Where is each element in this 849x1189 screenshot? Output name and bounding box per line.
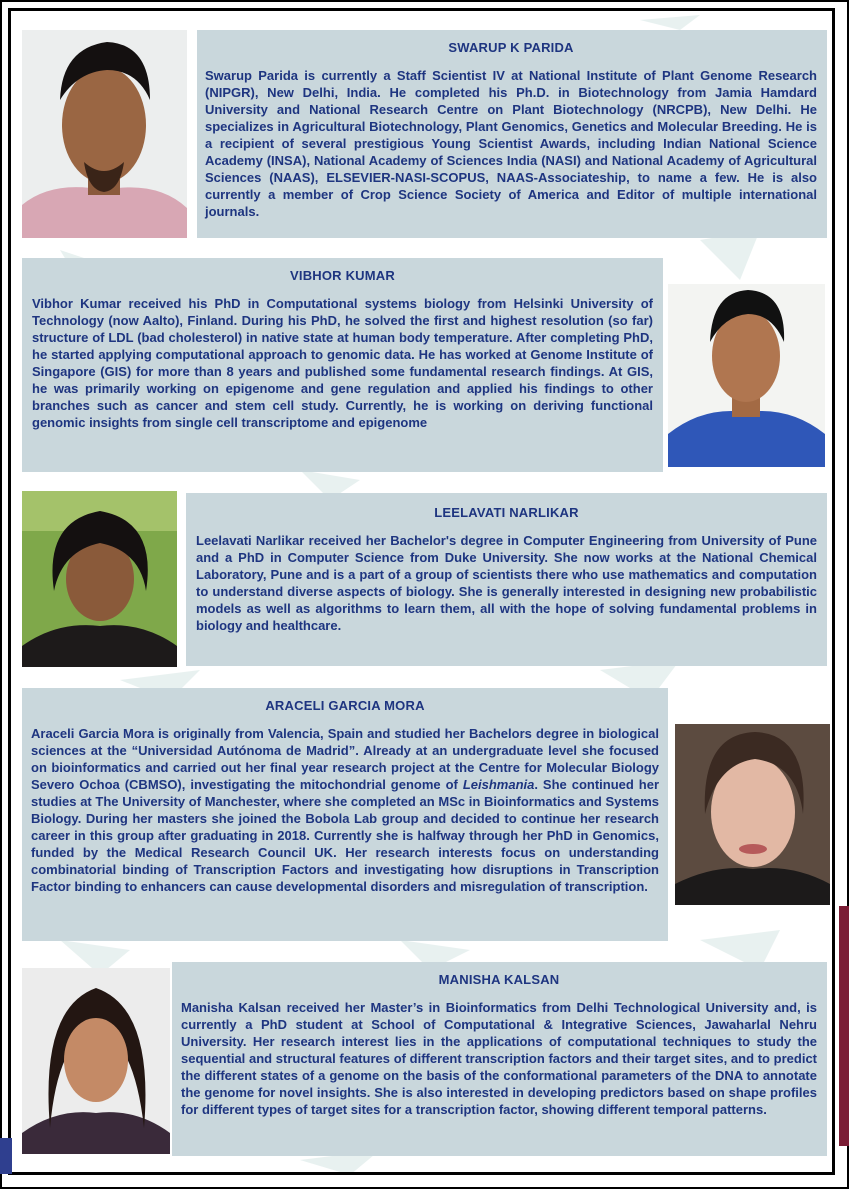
right-accent-bar	[839, 906, 849, 1146]
profile-card-vibhor-kumar	[22, 258, 663, 472]
profile-name: LEELAVATI NARLIKAR	[434, 505, 579, 520]
profile-card-leelavati-narlikar	[186, 493, 827, 666]
photo-swarup-parida	[22, 30, 187, 238]
photo-araceli-garcia-mora	[675, 724, 830, 905]
profile-bio: Manisha Kalsan received her Master’s in Bioinformatics from Delhi Technological University and, is currently a PhD student at School of Computational & Integrative Sciences, Jawaharlal Nehru University. Her research interest lies in the applications of computational techniques to study the sequential and structural features of different transcription factors and their target sites, and to predict the different states of a genome on the basis of the conformational parameters of the DNA to annotate the genome for novel insights. She is also interested in developing predictors based on shape profiles for different types of target sites for a transcription factor, showing different temporal patterns.	[181, 1000, 817, 1117]
bio-text-part1: Araceli Garcia Mora is originally from Valencia, Spain and studied her Bachelors degree in biological sciences at the “Universidad Autónoma de Madrid”. Already at an undergraduate level she focused on bioinformatics and carried out her final year research project at the Centre for Molecular Biology Severo Ochoa (CBMSO), investigating the mitochondrial genome of	[31, 726, 659, 792]
photo-manisha-kalsan	[22, 968, 170, 1154]
left-accent-bar	[0, 1138, 12, 1174]
profile-name: SWARUP K PARIDA	[448, 40, 574, 55]
profile-card-swarup-parida	[197, 30, 827, 238]
photo-vibhor-kumar	[668, 284, 825, 467]
bio-species-italic: Leishmania	[462, 777, 535, 792]
profile-card-manisha-kalsan	[172, 962, 827, 1156]
profile-bio	[31, 725, 659, 895]
profile-name: VIBHOR KUMAR	[290, 268, 395, 283]
profile-name: ARACELI GARCIA MORA	[265, 698, 425, 713]
profile-bio: Leelavati Narlikar received her Bachelor's degree in Computer Engineering from University of Pune and a PhD in Computer Science from Duke University. She now works at the National Chemical Laboratory, Pune and is a part of a group of scientists there who use mathematics and computation to understand diverse aspects of biology. She is generally interested in designing new probabilistic models as well as algorithms to learn them, all with the hope of solving fundamental problems in biology and healthcare.	[196, 533, 817, 633]
bio-text-part2: . She continued her studies at The University of Manchester, where she completed an MSc in Bioinformatics and Systems Biology. During her masters she joined the Bobola Lab group and decided to continue her research career in this group after graduating in 2018. Currently she is halfway through her PhD in Genomics, funded by the Medical Research Council UK. Her research interests focus on understanding combinatorial binding of Transcription Factors and investigating how disruptions in Transcription Factor binding to enhancers can cause developmental disorders and misregulation of transcription.	[31, 777, 660, 894]
profile-card-araceli-garcia-mora	[22, 688, 668, 941]
profile-bio: Swarup Parida is currently a Staff Scientist IV at National Institute of Plant Genome Research (NIPGR), New Delhi, India. He completed his Ph.D. in Biotechnology from Jamia Hamdard University and National Research Centre on Plant Biotechnology (NRCPB), New Delhi. He specializes in Agricultural Biotechnology, Plant Genomics, Genetics and Molecular Breeding. He is a recipient of several prestigious Young Scientist Awards, including Indian National Science Academy (INSA), National Academy of Sciences India (NASI) and National Academy of Agricultural Sciences (NAAS), ELSEVIER-NASI-SCOPUS, NAAS-Associateship, to name a few. He is also currently a member of Crop Science Society of America and Editor of multiple international journals.	[205, 68, 817, 219]
photo-leelavati-narlikar	[22, 491, 177, 667]
profile-bio: Vibhor Kumar received his PhD in Computational systems biology from Helsinki University of Technology (now Aalto), Finland. During his PhD, he solved the first and highest resolution (so far) structure of LDL (bad cholesterol) in native state at human body temperature. After completing PhD, he started applying computational approach to genomic data. He has worked at Genome Institute of Singapore (GIS) for more than 8 years and published some fundamental research findings. At GIS, he was primarily working on epigenome and gene regulation and applied his findings to other branches such as cancer and stem cell study. Currently, he is working on deriving functional genomic insights from single cell transcriptome and epigenome	[32, 296, 653, 430]
profile-name: MANISHA KALSAN	[438, 972, 560, 987]
